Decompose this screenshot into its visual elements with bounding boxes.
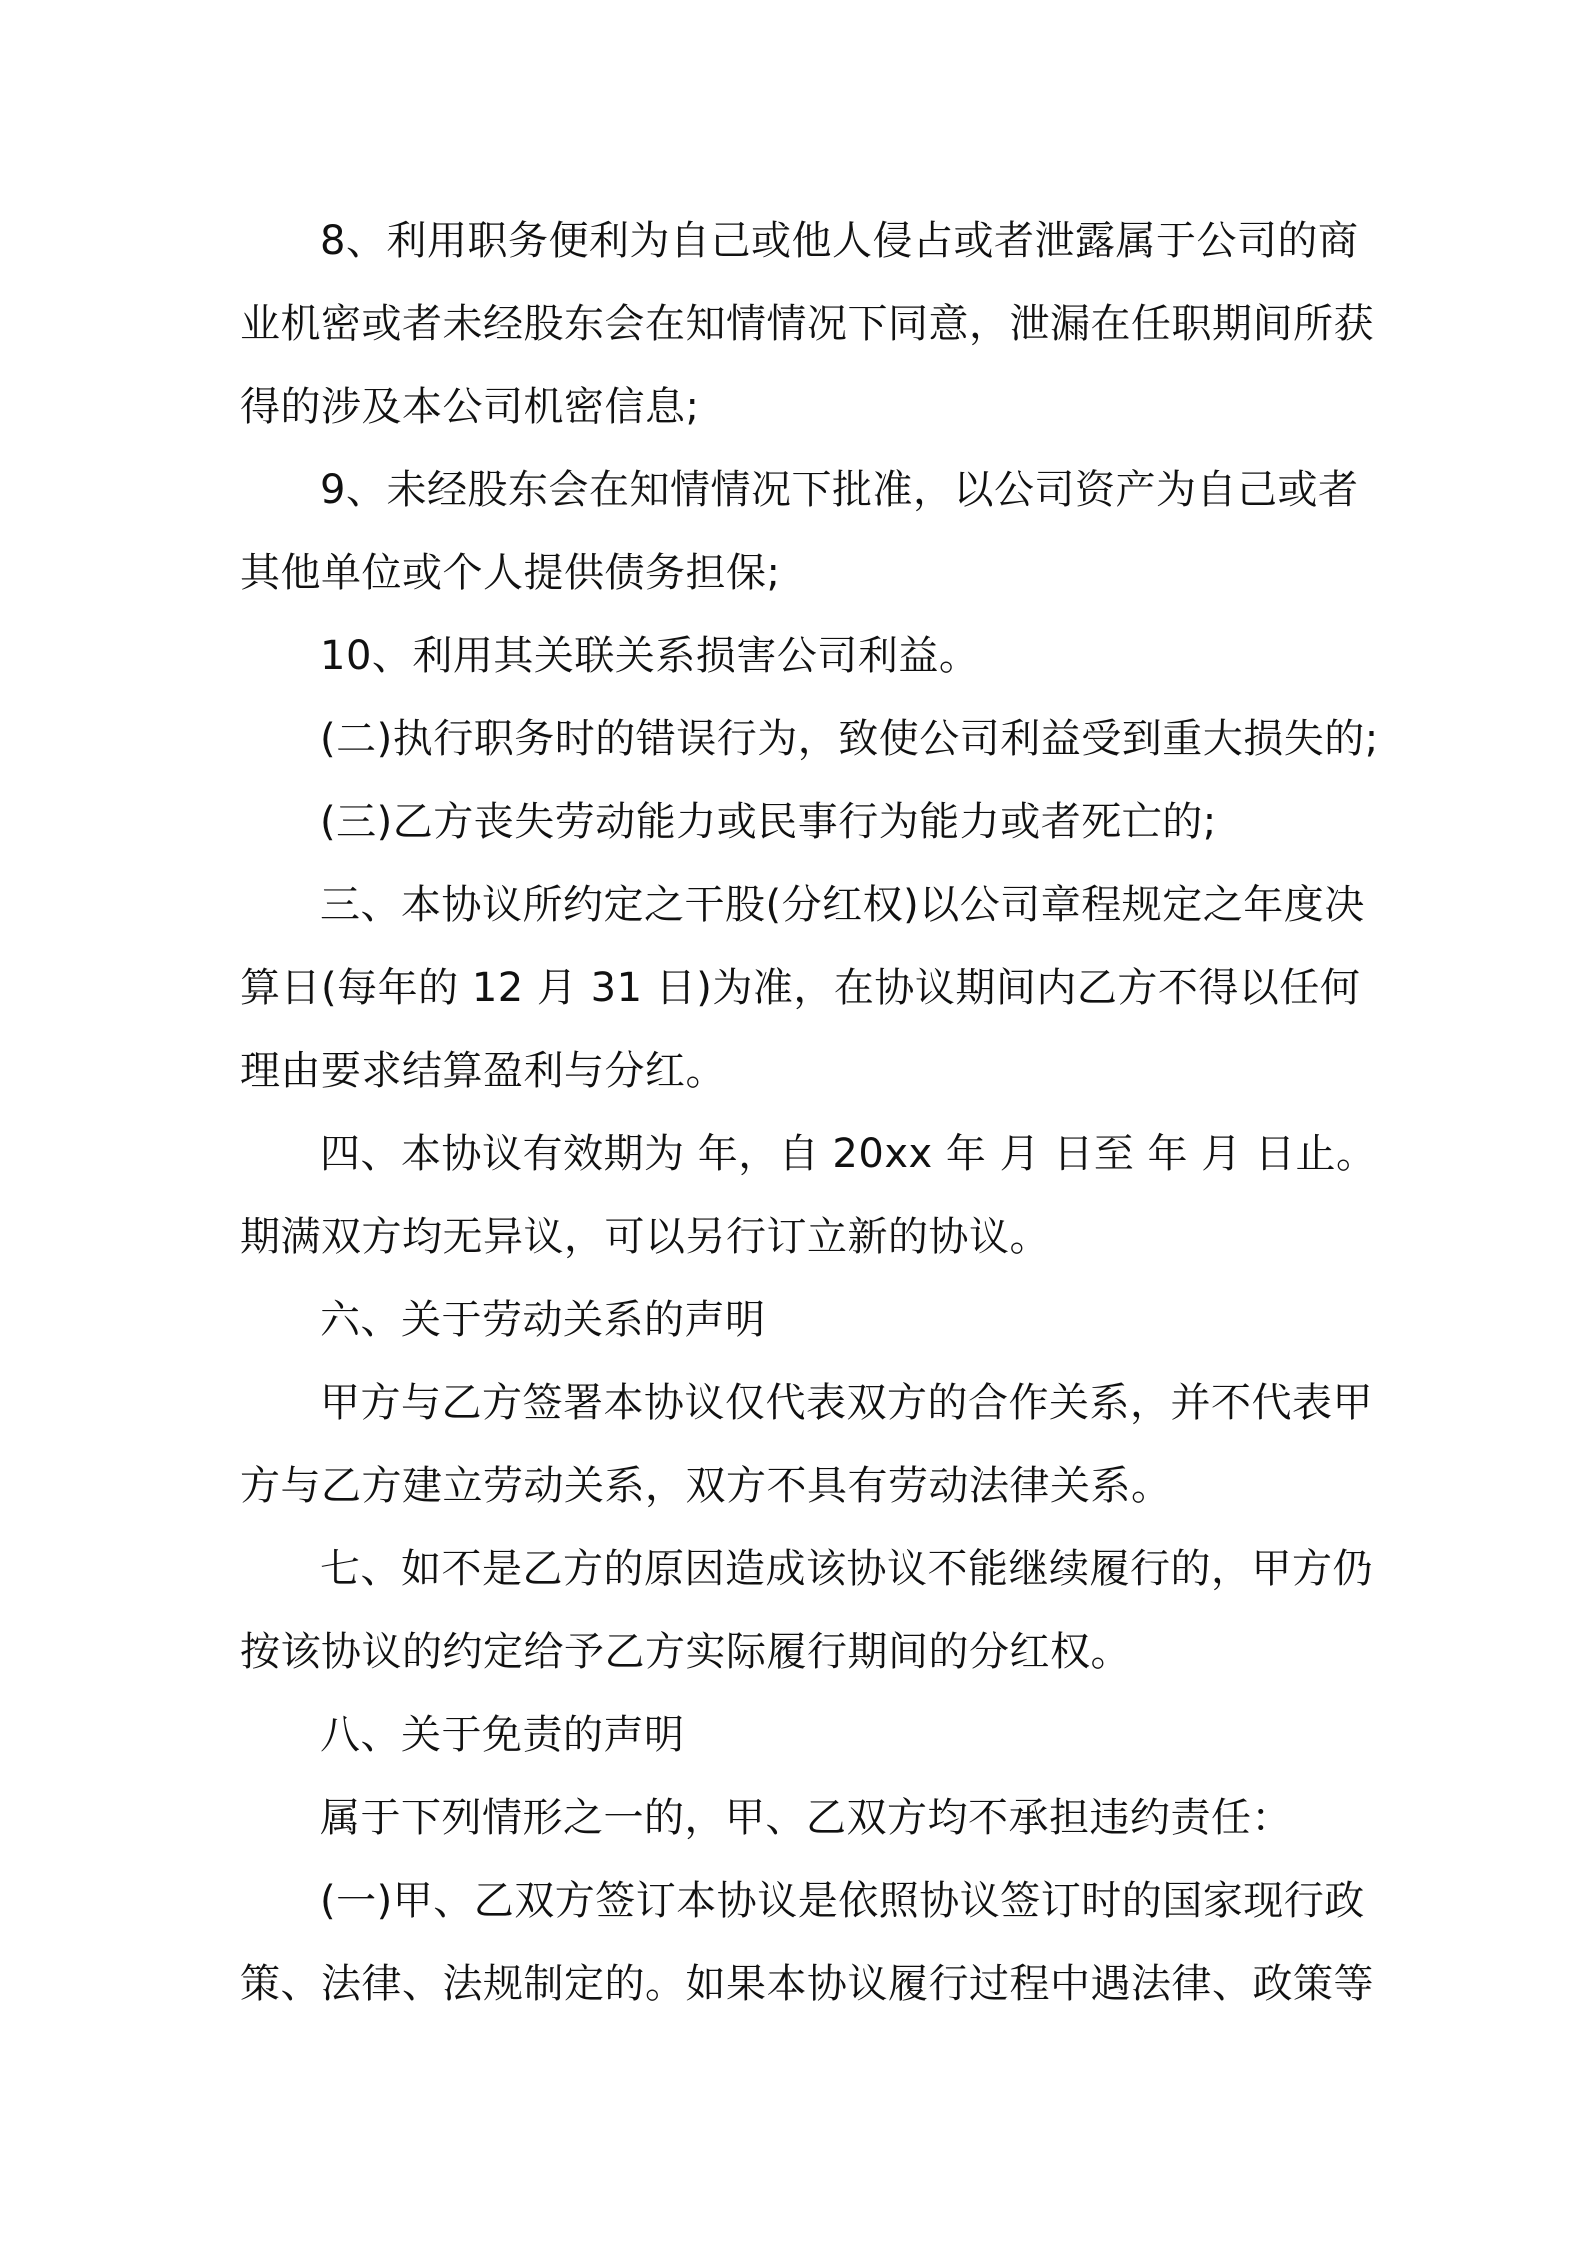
clause-10 (240, 615, 1360, 698)
document-body (240, 200, 1379, 2026)
text-line: 方与乙方建立劳动关系，双方不具有劳动法律关系。 (240, 1463, 1172, 1509)
clause-8 (240, 200, 1374, 449)
text-line: 三、本协议所约定之干股(分红权)以公司章程规定之年度决 (320, 882, 1365, 928)
text-line: 策、法律、法规制定的。如果本协议履行过程中遇法律、政策等 (240, 1961, 1374, 2007)
text-line: 得的涉及本公司机密信息; (240, 384, 700, 430)
text-line: 10、利用其关联关系损害公司利益。 (320, 633, 980, 679)
clause-9 (240, 449, 1360, 615)
text-line: (一)甲、乙双方签订本协议是依照协议签订时的国家现行政 (320, 1878, 1365, 1924)
text-line: 算日(每年的 12 月 31 日)为准，在协议期间内乙方不得以任何 (240, 965, 1361, 1011)
text-line: 属于下列情形之一的，甲、乙双方均不承担违约责任： (320, 1795, 1292, 1841)
exemption-clause-1 (240, 1860, 1374, 2026)
section-eight-intro (240, 1777, 1360, 1860)
section-eight-heading (240, 1694, 1360, 1777)
text-line: 业机密或者未经股东会在知情情况下同意，泄漏在任职期间所获 (240, 301, 1374, 347)
section-three (240, 864, 1365, 1113)
section-six-body (240, 1362, 1373, 1528)
text-line: 期满双方均无异议，可以另行订立新的协议。 (240, 1214, 1050, 1260)
text-line: 按该协议的约定给予乙方实际履行期间的分红权。 (240, 1629, 1131, 1675)
section-four (240, 1113, 1377, 1279)
text-line: 七、如不是乙方的原因造成该协议不能继续履行的，甲方仍 (320, 1546, 1373, 1592)
section-heading: 六、关于劳动关系的声明 (320, 1297, 766, 1343)
text-line: (三)乙方丧失劳动能力或民事行为能力或者死亡的; (320, 799, 1217, 845)
text-line: (二)执行职务时的错误行为，致使公司利益受到重大损失的; (320, 716, 1379, 762)
text-line: 理由要求结算盈利与分红。 (240, 1048, 726, 1094)
text-line: 其他单位或个人提供债务担保; (240, 550, 781, 596)
section-six-heading (240, 1279, 1360, 1362)
section-seven (240, 1528, 1373, 1694)
text-line: 甲方与乙方签署本协议仅代表双方的合作关系，并不代表甲 (320, 1380, 1373, 1426)
text-line: 四、本协议有效期为 年，自 20xx 年 月 日至 年 月 日止。 (320, 1131, 1377, 1177)
clause-2 (240, 698, 1379, 781)
text-line: 9、未经股东会在知情情况下批准，以公司资产为自己或者 (320, 467, 1359, 513)
text-line: 8、利用职务便利为自己或他人侵占或者泄露属于公司的商 (320, 218, 1359, 264)
section-heading: 八、关于免责的声明 (320, 1712, 685, 1758)
clause-3 (240, 781, 1360, 864)
